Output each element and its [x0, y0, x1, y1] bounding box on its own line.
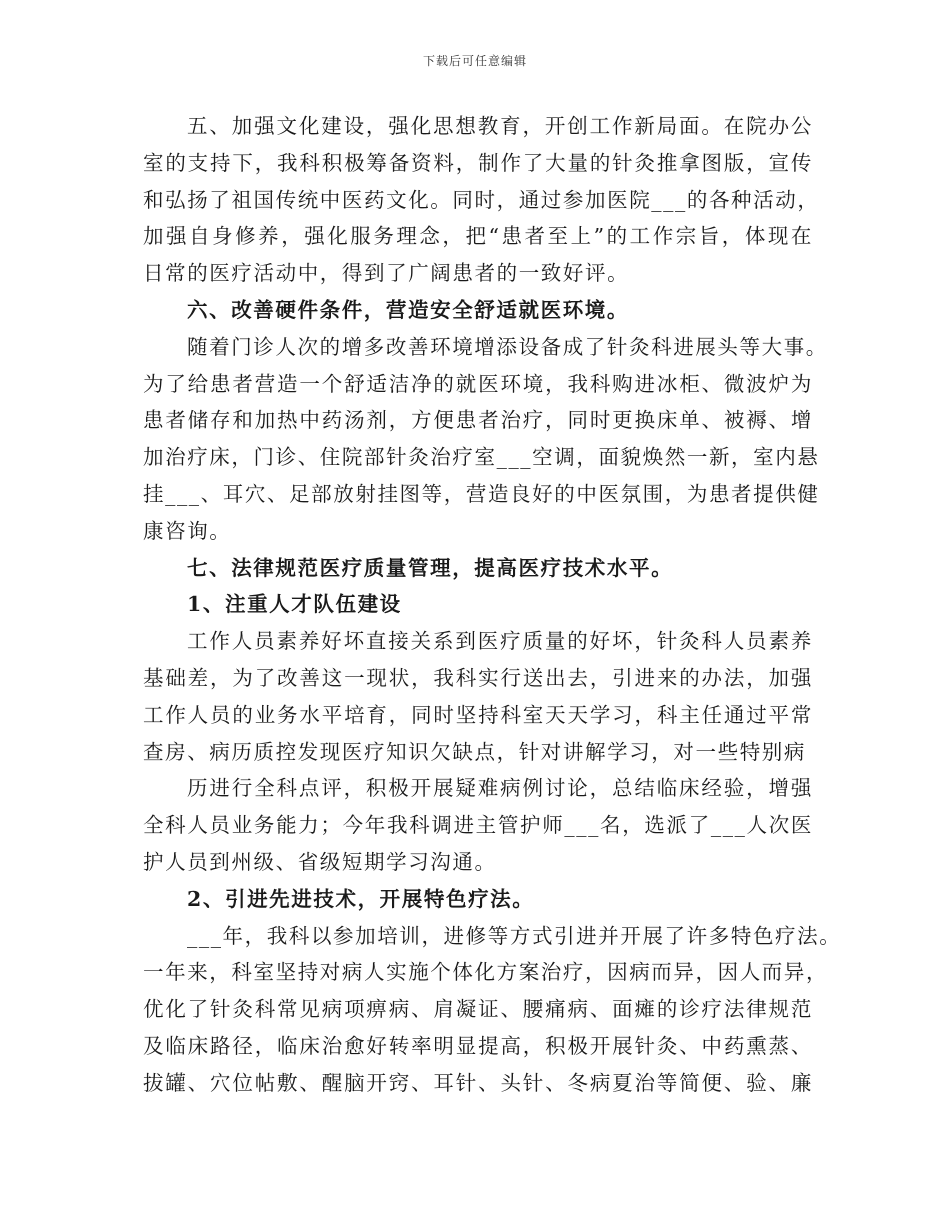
paragraph-line: 工作人员的业务水平培育，同时坚持科室天天学习，科主任通过平常 — [143, 702, 813, 727]
paragraph-line: 工作人员素养好坏直接关系到医疗质量的好坏，针灸科人员素养 — [187, 629, 813, 654]
paragraph-line: 挂___、耳穴、足部放射挂图等，营造良好的中医氛围，为患者提供健 — [143, 481, 820, 506]
document-body — [143, 108, 842, 1102]
paragraph-line: 加治疗床，门诊、住院部针灸治疗室___空调，面貌焕然一新，室内悬 — [143, 445, 820, 470]
section-heading-line: 七、法律规范医疗质量管理，提高医疗技术水平。 — [187, 555, 674, 580]
section-heading-line: 1、注重人才队伍建设 — [187, 592, 402, 617]
page-header: 下载后可任意编辑 — [422, 54, 527, 68]
paragraph-line: 室的支持下，我科积极筹备资料，制作了大量的针灸推拿图版，宣传 — [143, 150, 813, 175]
section-heading-line: 六、改善硬件条件，营造安全舒适就医环境。 — [187, 297, 629, 322]
paragraph-line: 患者储存和加热中药汤剂，方便患者治疗，同时更换床单、被褥、增 — [143, 408, 813, 433]
section-heading-line: 2、引进先进技术，开展特色疗法。 — [187, 886, 535, 911]
paragraph-line: 历进行全科点评，积极开展疑难病例讨论，总结临床经验，增强 — [187, 776, 813, 801]
paragraph-line: 和弘扬了祖国传统中医药文化。同时，通过参加医院___的各种活动， — [143, 187, 820, 212]
paragraph-line: 优化了针灸科常见病项痹病、肩凝证、腰痛病、面瘫的诊疗法律规范 — [143, 997, 813, 1022]
paragraph-line: 康咨询。 — [143, 518, 232, 543]
paragraph-line: 全科人员业务能力；今年我科调进主管护师___名，选派了___人次医 — [143, 813, 813, 838]
paragraph-line: 一年来，科室坚持对病人实施个体化方案治疗，因病而异，因人而异， — [143, 960, 829, 985]
paragraph-line: 日常的医疗活动中，得到了广阔患者的一致好评。 — [143, 261, 630, 286]
paragraph-line: ___年，我科以参加培训，进修等方式引进并开展了许多特色疗法。 — [187, 923, 842, 948]
paragraph-line: 查房、病历质控发现医疗知识欠缺点，针对讲解学习，对一些特别病 — [143, 739, 806, 764]
paragraph-line: 加强自身修养，强化服务理念，把“患者至上”的工作宗旨，体现在 — [143, 224, 813, 249]
paragraph-line: 五、加强文化建设，强化思想教育，开创工作新局面。在院办公 — [187, 114, 813, 138]
paragraph-line: 随着门诊人次的增多改善环境增添设备成了针灸科进展头等大事。 — [187, 334, 828, 359]
paragraph-line: 拔罐、穴位帖敷、醒脑开窍、耳针、头针、冬病夏治等简便、验、廉 — [143, 1070, 813, 1095]
paragraph-line: 为了给患者营造一个舒适洁净的就医环境，我科购进冰柜、微波炉为 — [143, 371, 813, 396]
paragraph-line: 基础差，为了改善这一现状，我科实行送出去，引进来的办法，加强 — [143, 665, 813, 690]
paragraph-line: 及临床路径，临床治愈好转率明显提高，积极开展针灸、中药熏蒸、 — [143, 1033, 813, 1058]
paragraph-line: 护人员到州级、省级短期学习沟通。 — [143, 849, 497, 874]
